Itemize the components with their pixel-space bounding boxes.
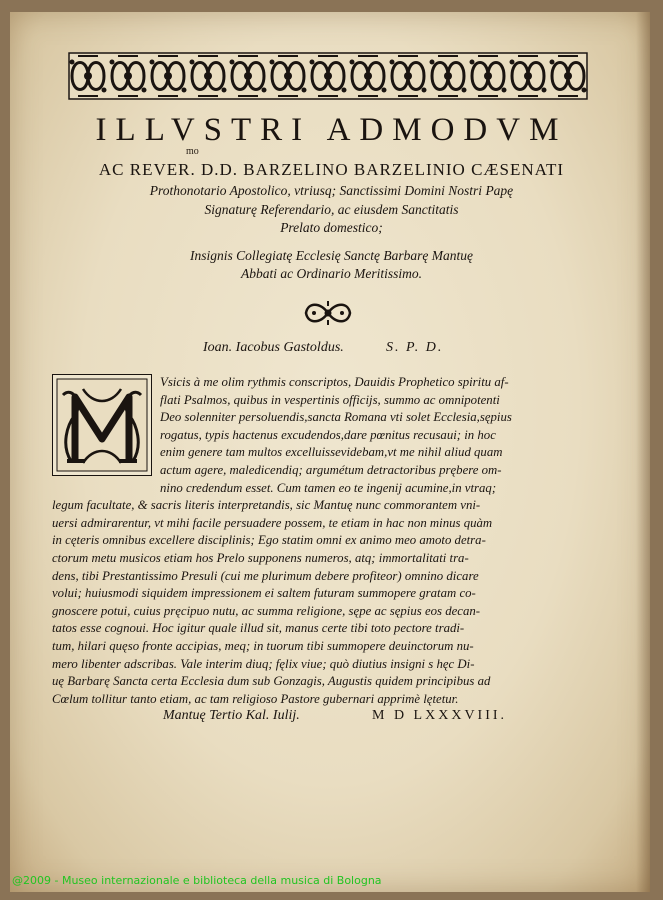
author-name: Ioan. Iacobus Gastoldus. [203,340,344,355]
greeting: S. P. D. [386,340,444,355]
body-line: volui; huiusmodi siquidem impressionem ei saltem futuram summopere gratam co- [52,586,476,601]
title-line-4: Signaturę Referendario, ac eiusdem Sanctitatis [204,202,459,217]
fleuron-ornament [302,298,354,328]
body-line: Deo solenniter persoluendis,sancta Romana vti solet Ecclesia,sępius [160,410,512,425]
body-line: uę Barbarę Sancta certa Ecclesia dum sub Gonzagis, Augustis quidem principibus ad [52,674,491,689]
place-date: Mantuę Tertio Kal. Iulij. [163,708,300,723]
title-line-3: Prothonotario Apostolico, vtriusq; Sanctissimi Domini Nostri Papę [149,183,514,198]
dedicatee-line: AC REVER. D.D. BARZELINO BARZELINIO CÆSENATI [98,160,565,179]
dedication-body [52,374,612,708]
body-line: tum, hilari quęso fronte accipias, meq; in tuorum tibi summopere deuinctorum nu- [52,638,474,653]
copyright-watermark: @2009 - Museo internazionale e biblioteca della musica di Bologna [12,874,382,887]
body-line: enim genere tam multos excelluissevidebam,vt me nihil aliud quam [160,445,503,460]
body-line: nino credendum esset. Cum tamen eo te ingenij acumine,in vtraq; [160,480,497,495]
title-line-5: Prelato domestico; [280,220,383,235]
page-title: ILLVSTRI ADMODVM [95,112,568,148]
body-line: actum agere, maledicendiq; argumétum detractoribus prębere om- [160,462,502,477]
title-line-6: Insignis Collegiatę Ecclesię Sanctę Barbarę Mantuę [189,248,474,263]
body-line: ctorum metu musicos etiam hos Prelo supponens numeros, atq; immortalitati tra- [52,550,469,565]
body-line: mero libenter adscribas. Vale interim diuq; fęlix viue; quò diutius insigni s hęc Di- [52,656,475,671]
body-line: legum facultate, & sacris literis interpretandis, sic Mantuę nunc commorantem vni- [52,498,481,513]
body-line: in cęteris omnibus excellere disciplinis; Ego statim omni ex animo meo amoto detra- [52,533,486,548]
body-line: flati Psalmos, quibus in vespertinis officijs, summo ac omnipotenti [160,392,500,407]
body-line: uersi admirarentur, vt mihi facile persuadere possem, te etiam in hac non minus quàm [52,515,493,530]
body-line: gnoscere potui, cuius pręcipuo nutu, ac summa religione, sępe ac sępius eos decan- [52,603,481,618]
year: M D LXXXVIII. [372,708,508,723]
title-line-7: Abbati ac Ordinario Meritissimo. [241,266,422,281]
body-line: Cœlum tollitur tanto etiam, ac tam religioso Pastore gubernari apprimè lętetur. [52,691,459,706]
body-line: Vsicis à me olim rythmis conscriptos, Dauidis Prophetico spiritu af- [160,375,509,389]
title-superscript: mo [186,146,199,157]
body-line: tatos esse cognoui. Hoc igitur quale illud sit, manus certe tibi toto pectore tradi- [52,621,465,636]
ornament-band [68,52,588,100]
body-line: dens, tibi Prestantissimo Presuli (cui me plurimum debere profiteor) omnino dicare [52,568,479,583]
body-line: rogatus, typis hactenus excudendos,dare pœnitus recusaui; in hoc [160,427,496,442]
